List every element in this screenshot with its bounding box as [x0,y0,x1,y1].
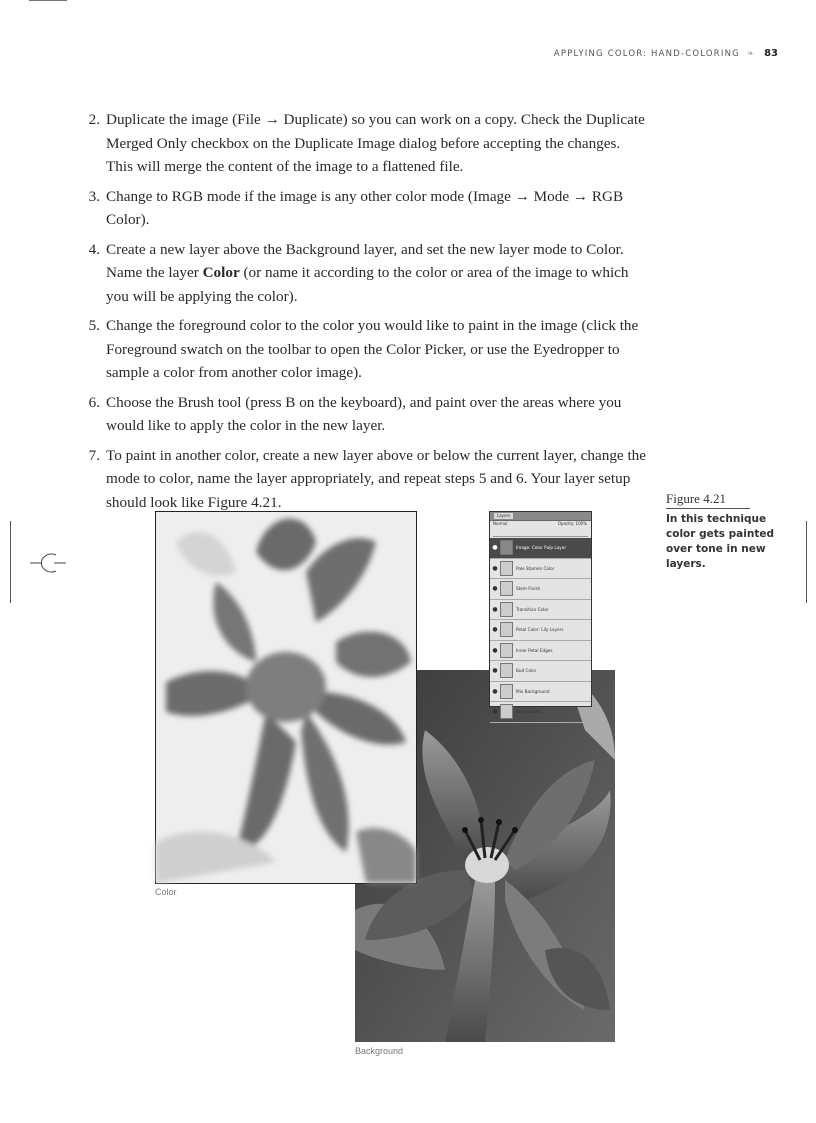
layers-panel-titlebar [490,512,591,521]
left-edge-mark [10,521,11,603]
layer-row[interactable] [490,538,591,559]
layer-thumbnail [500,643,513,658]
registration-mark-icon [28,551,68,575]
step-text: Change to RGB mode if the image is any other color mode (Image → Mode → RGB Color). [106,187,624,228]
eye-icon[interactable]: ● [492,564,498,572]
layer-row[interactable] [490,579,591,600]
step-text: Change the foreground color to the color you would like to paint in the image (click the Foreground swatch on the toolbar to open the Color Picker, or use the Eyedropper to sample a color from another color image). [106,317,639,381]
eye-icon[interactable]: ● [492,646,498,654]
eye-icon[interactable]: ● [492,667,498,675]
layer-name: Inner Petal Edges [516,647,553,653]
figure-caption: In this technique color gets painted over tone in new layers. [666,513,774,570]
page-number: 83 [764,48,778,59]
step-item [80,391,650,438]
layer-row[interactable] [490,559,591,580]
step-number: 7. [88,446,100,464]
layer-name: Stem Finish [516,586,541,592]
blend-mode-select[interactable]: Normal [493,521,508,526]
figure-label: Figure 4.21 [666,491,750,509]
layer-row[interactable] [490,702,591,723]
layer-name: Transition Color [516,606,549,612]
blurred-lily-icon [156,512,416,883]
layers-tab[interactable]: Layers [494,513,513,519]
layer-row[interactable] [490,620,591,641]
color-layer-image [155,511,417,884]
eye-icon[interactable]: ● [492,687,498,695]
step-text-part: (or name it according to the color or area of the image to which you will be applying the color). [106,264,629,305]
layers-panel [489,511,592,716]
step-number: 6. [88,393,100,411]
step-text [106,238,650,309]
layer-thumbnail [500,663,513,678]
layer-thumbnail [500,602,513,617]
eye-icon[interactable]: ● [492,544,498,552]
step-text: To paint in another color, create a new layer above or below the current layer, change the mode to color, name the layer appropriately, and repeat steps 5 and 6. Your layer setup should look like Figure 4.21. [106,446,646,511]
layer-thumbnail [500,704,513,719]
layer-row[interactable] [490,600,591,621]
steps-list [80,108,650,520]
layer-row[interactable] [490,661,591,682]
step-number: 4. [88,240,100,258]
step-number: 2. [88,111,100,128]
layers-list [490,538,591,723]
step-number: 5. [88,317,100,334]
running-header [554,48,778,59]
header-separator: ❧ [746,49,756,59]
color-image-caption: Color [155,887,177,897]
layer-thumbnail [500,684,513,699]
layer-name: Background [516,709,541,715]
layer-name: Pale Stamen Color [516,565,555,571]
step-text: Duplicate the image (File → Duplicate) so you can work on a copy. Check the Duplicate Merged Only checkbox on the Duplicate Image dialog before accepting the changes. This will merge the content of the image to a flattened file. [106,111,645,175]
opacity-field[interactable]: Opacity: 100% [557,521,587,526]
step-item [80,444,650,515]
layer-thumbnail [500,561,513,576]
layer-thumbnail [500,540,513,555]
layer-name-bold: Color [202,264,240,281]
step-text: Choose the Brush tool (press B on the keyboard), and paint over the areas where you would like to apply the color in the new layer. [106,393,622,434]
layer-name: Bud Color [516,668,537,674]
eye-icon[interactable]: ● [492,626,498,634]
step-number: 3. [88,187,100,205]
layer-name: Image: Color Pulp Layer [516,545,567,551]
layer-name: Petal Color: Lily Layers [516,627,564,633]
section-title: APPLYING COLOR: HAND-COLORING [553,49,740,59]
layer-name: Mix Background [516,688,550,694]
eye-icon[interactable]: ● [492,708,498,716]
layer-thumbnail [500,581,513,596]
layer-row[interactable] [490,682,591,703]
step-item [80,108,650,179]
crop-mark-top [29,0,67,1]
step-item [80,185,650,232]
background-image-caption: Background [355,1046,404,1056]
step-text-part: Create a new layer above the Background layer, and set the new layer mode to Color. Name the layer [106,240,624,281]
layer-row[interactable] [490,641,591,662]
step-item [80,314,650,385]
right-edge-mark [806,521,807,603]
step-item [80,238,650,309]
eye-icon[interactable]: ● [492,605,498,613]
layer-thumbnail [500,622,513,637]
layers-lock-row [493,529,588,537]
eye-icon[interactable]: ● [492,585,498,593]
